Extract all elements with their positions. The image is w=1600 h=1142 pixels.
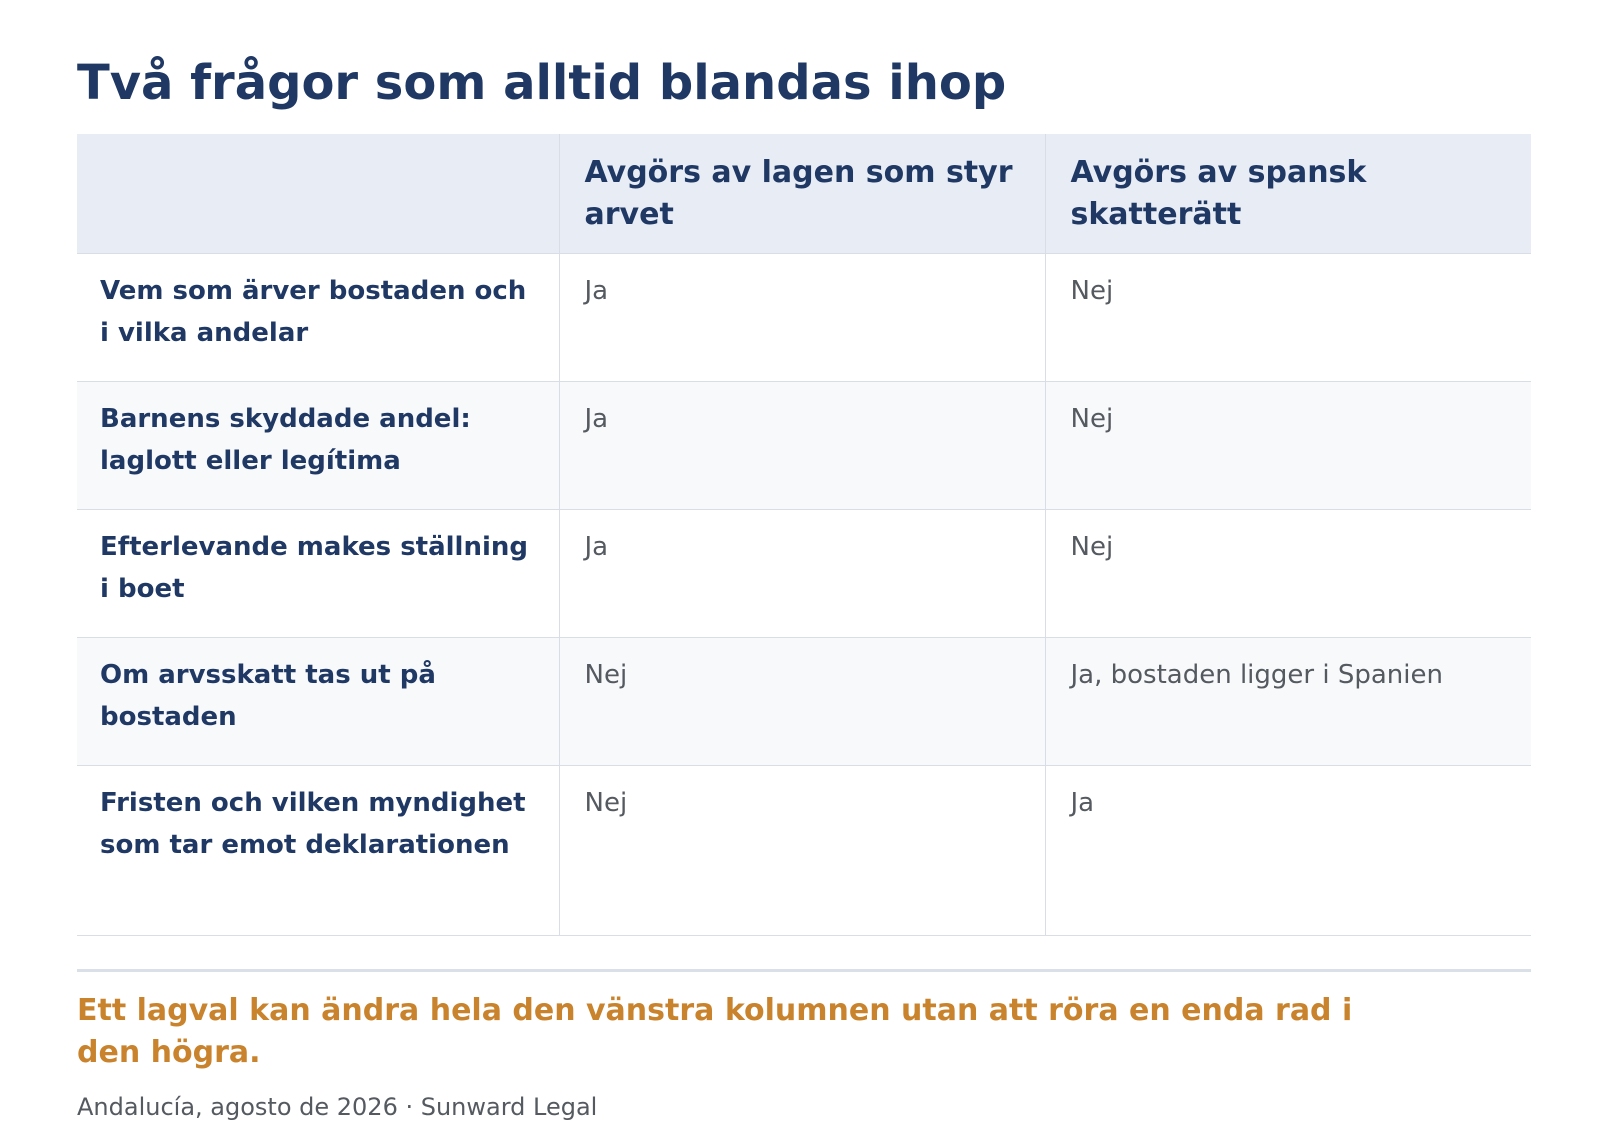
inheritance-law-cell: Ja xyxy=(559,253,1045,381)
spanish-tax-law-cell: Nej xyxy=(1045,381,1531,509)
header-cell-empty xyxy=(77,134,559,253)
header-cell-spanish-tax-law: Avgörs av spansk skatterätt xyxy=(1045,134,1531,253)
inheritance-law-cell: Ja xyxy=(559,381,1045,509)
page-title: Två frågor som alltid blandas ihop xyxy=(77,55,1007,111)
spanish-tax-law-cell: Nej xyxy=(1045,509,1531,637)
table-row xyxy=(77,381,1531,509)
row-label: Vem som ärver bostaden och i vilka andelar xyxy=(77,253,559,381)
inheritance-law-cell: Nej xyxy=(559,765,1045,935)
table-row xyxy=(77,253,1531,381)
comparison-table xyxy=(77,134,1531,936)
table-row xyxy=(77,765,1531,935)
header-row xyxy=(77,134,1531,253)
callout-text: Ett lagval kan ändra hela den vänstra kolumnen utan att röra en enda rad i den högra. xyxy=(77,993,1353,1070)
header-cell-inheritance-law: Avgörs av lagen som styr arvet xyxy=(559,134,1045,253)
row-label: Barnens skyddade andel: laglott eller legítima xyxy=(77,381,559,509)
row-label: Fristen och vilken myndighet som tar emot deklarationen xyxy=(77,765,559,935)
spanish-tax-law-cell: Nej xyxy=(1045,253,1531,381)
row-label: Om arvsskatt tas ut på bostaden xyxy=(77,637,559,765)
table-row xyxy=(77,509,1531,637)
row-label: Efterlevande makes ställning i boet xyxy=(77,509,559,637)
inheritance-law-cell: Nej xyxy=(559,637,1045,765)
section-divider xyxy=(77,969,1531,972)
spanish-tax-law-cell: Ja xyxy=(1045,765,1531,935)
inheritance-law-cell: Ja xyxy=(559,509,1045,637)
source-line: Andalucía, agosto de 2026 · Sunward Legal xyxy=(77,1093,598,1121)
table-header xyxy=(77,134,1531,253)
spanish-tax-law-cell: Ja, bostaden ligger i Spanien xyxy=(1045,637,1531,765)
table-row xyxy=(77,637,1531,765)
